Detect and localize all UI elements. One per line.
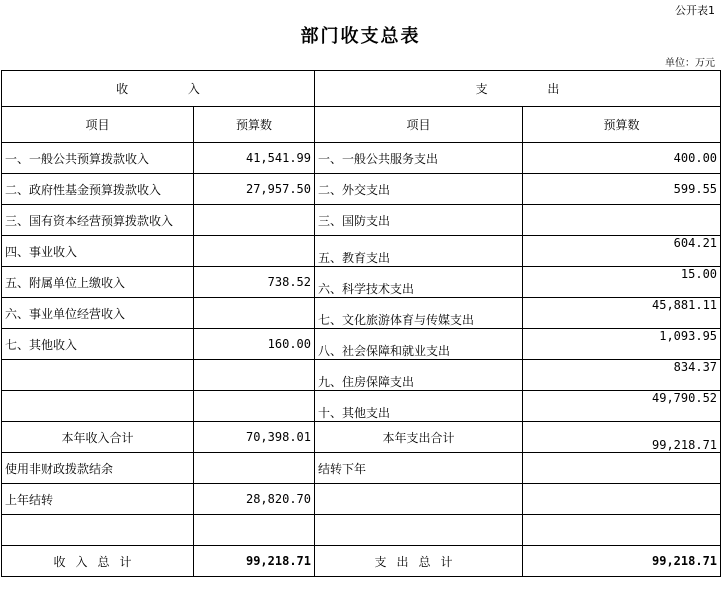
- income-item: 六、事业单位经营收入: [2, 298, 194, 329]
- expense-value: 45,881.11: [523, 298, 721, 329]
- table-row: [2, 515, 721, 546]
- expense-subtotal-value: 99,218.71: [523, 422, 721, 453]
- expense-value: 400.00: [523, 143, 721, 174]
- expense-value: [523, 205, 721, 236]
- income-value: 160.00: [194, 329, 315, 360]
- income-value: [194, 236, 315, 267]
- form-number: 公开表1: [675, 4, 715, 17]
- income-item: 二、政府性基金预算拨款收入: [2, 174, 194, 205]
- table-row: [2, 236, 721, 267]
- expense-value: [523, 515, 721, 546]
- income-item: 上年结转: [2, 484, 194, 515]
- income-value: [194, 360, 315, 391]
- income-value: [194, 298, 315, 329]
- expense-total-label: 支出总计: [315, 546, 523, 577]
- income-item: [2, 391, 194, 422]
- expense-value: 49,790.52: [523, 391, 721, 422]
- income-item: [2, 360, 194, 391]
- income-value: 27,957.50: [194, 174, 315, 205]
- expense-item: 七、文化旅游体育与传媒支出: [315, 298, 523, 329]
- budget-table: [1, 70, 721, 577]
- expense-value: [523, 484, 721, 515]
- expense-item: 五、教育支出: [315, 236, 523, 267]
- expense-item-col-header: 项目: [315, 107, 523, 143]
- table-row: [2, 360, 721, 391]
- expense-value: 15.00: [523, 267, 721, 298]
- table-row: [2, 174, 721, 205]
- expense-header: 支 出: [315, 71, 721, 107]
- income-total-label: 收入总计: [2, 546, 194, 577]
- expense-item: [315, 484, 523, 515]
- table-row: [2, 453, 721, 484]
- income-value: 738.52: [194, 267, 315, 298]
- expense-item: 结转下年: [315, 453, 523, 484]
- income-item: 七、其他收入: [2, 329, 194, 360]
- income-value: [194, 205, 315, 236]
- income-value: 41,541.99: [194, 143, 315, 174]
- expense-item: 十、其他支出: [315, 391, 523, 422]
- table-row: [2, 391, 721, 422]
- income-total-value: 99,218.71: [194, 546, 315, 577]
- table-row: [2, 329, 721, 360]
- expense-item: 八、社会保障和就业支出: [315, 329, 523, 360]
- table-header-row: [2, 71, 721, 107]
- expense-value: 834.37: [523, 360, 721, 391]
- income-item: 一、一般公共预算拨款收入: [2, 143, 194, 174]
- income-subtotal-value: 70,398.01: [194, 422, 315, 453]
- income-value: 28,820.70: [194, 484, 315, 515]
- expense-total-value: 99,218.71: [523, 546, 721, 577]
- expense-value: 599.55: [523, 174, 721, 205]
- unit-label: 单位：万元: [665, 58, 715, 69]
- table-row: [2, 298, 721, 329]
- income-subtotal-label: 本年收入合计: [2, 422, 194, 453]
- income-item-col-header: 项目: [2, 107, 194, 143]
- expense-item: 六、科学技术支出: [315, 267, 523, 298]
- expense-item: 三、国防支出: [315, 205, 523, 236]
- expense-item: 一、一般公共服务支出: [315, 143, 523, 174]
- expense-value: [523, 453, 721, 484]
- expense-item: 九、住房保障支出: [315, 360, 523, 391]
- income-header: 收 入: [2, 71, 315, 107]
- income-item: 四、事业收入: [2, 236, 194, 267]
- column-header-row: [2, 107, 721, 143]
- expense-subtotal-label: 本年支出合计: [315, 422, 523, 453]
- income-item: 三、国有资本经营预算拨款收入: [2, 205, 194, 236]
- table-row: [2, 205, 721, 236]
- expense-value: 1,093.95: [523, 329, 721, 360]
- expense-item: [315, 515, 523, 546]
- expense-budget-col-header: 预算数: [523, 107, 721, 143]
- income-value: [194, 515, 315, 546]
- income-value: [194, 391, 315, 422]
- total-row: [2, 546, 721, 577]
- income-budget-col-header: 预算数: [194, 107, 315, 143]
- subtotal-row: [2, 422, 721, 453]
- expense-value: 604.21: [523, 236, 721, 267]
- income-item: [2, 515, 194, 546]
- table-row: [2, 267, 721, 298]
- table-row: [2, 484, 721, 515]
- income-value: [194, 453, 315, 484]
- page-title: 部门收支总表: [300, 26, 421, 47]
- income-item: 使用非财政拨款结余: [2, 453, 194, 484]
- expense-item: 二、外交支出: [315, 174, 523, 205]
- table-row: [2, 143, 721, 174]
- income-item: 五、附属单位上缴收入: [2, 267, 194, 298]
